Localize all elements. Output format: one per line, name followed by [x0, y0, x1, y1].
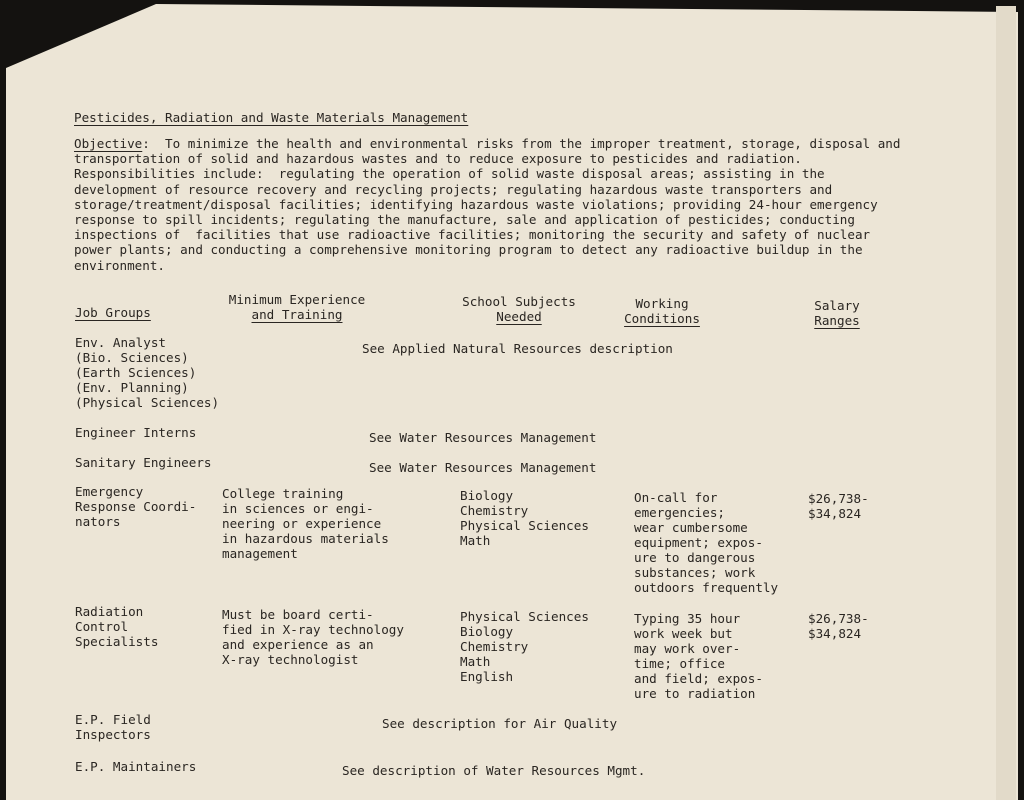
header-school-line1: School Subjects [462, 294, 576, 309]
objective-line-4: storage/treatment/disposal facilities; identifying hazardous waste violations; providing 24-hour emergency [74, 196, 878, 212]
objective-line-5: response to spill incidents; regulating the manufacture, sale and application of pesticides; conducting [74, 212, 855, 228]
header-min-experience [222, 292, 372, 322]
objective-paragraph: Objective: To minimize the health and environmental risks from the improper treatment, storage, disposal and transportation of solid and hazardous wastes and to reduce exposure to pesticides and radiation. Responsibilities include: regulating the operation of solid waste disposal areas; assisting in the development of resource recovery and recycling projects; regulating hazardous waste transporters and storage/treatment/disposal facilities; identifying hazardous waste violations; providing 24-hour emergency response to spill incidents; regulating the manufacture, sale and application of pesticides; conducting inspections of facilities that use radioactive facilities; monitoring the security and safety of nuclear power plants; and conducting a comprehensive monitoring program to detect any radioactive buildup in the environment. [74, 136, 901, 273]
row-radiation-job: Radiation Control Specialists [75, 604, 159, 649]
header-working-line1: Working [635, 296, 689, 311]
row-env-analyst-job: Env. Analyst (Bio. Sciences) (Earth Sciences) (Env. Planning) (Physical Sciences) [75, 335, 220, 410]
paper-edge [996, 6, 1016, 800]
row-ep-field-note: See description for Air Quality [382, 716, 618, 731]
row-emergency-job: Emergency Response Coordi- nators [75, 484, 197, 529]
row-emergency-salary: $26,738- $34,824 [808, 491, 869, 521]
row-sanitary-engineers-note: See Water Resources Management [369, 460, 597, 475]
header-working-line2: Conditions [624, 311, 700, 326]
objective-line-7: power plants; and conducting a comprehensive monitoring program to detect any radioactive buildup in the [74, 242, 863, 258]
row-engineer-interns-note: See Water Resources Management [369, 430, 597, 445]
row-ep-maintainers-note: See description of Water Resources Mgmt. [342, 763, 646, 778]
header-min-exp-line2: and Training [251, 307, 343, 322]
row-env-analyst-note: See Applied Natural Resources description [362, 341, 673, 356]
objective-line-0: To minimize the health and environmental risks from the improper treatment, storage, disposal and [165, 136, 901, 151]
row-emergency-experience: College training in sciences or engi- neering or experience in hazardous materials management [222, 486, 389, 561]
row-sanitary-engineers-job: Sanitary Engineers [75, 455, 212, 470]
header-working-conditions [620, 296, 704, 326]
header-salary-line1: Salary [814, 298, 860, 313]
row-radiation-salary: $26,738- $34,824 [808, 611, 869, 641]
header-salary-line2: Ranges [814, 313, 860, 328]
objective-line-6: inspections of facilities that use radioactive facilities; monitoring the security and safety of nuclear [74, 227, 871, 243]
objective-line-2: Responsibilities include: regulating the operation of solid waste disposal areas; assisting in the [74, 166, 825, 182]
page-title: Pesticides, Radiation and Waste Materials Management [74, 110, 469, 125]
row-ep-maintainers-job: E.P. Maintainers [75, 759, 197, 774]
row-radiation-conditions: Typing 35 hour work week but may work over- time; office and field; expos- ure to radiation [634, 611, 763, 701]
header-job-groups: Job Groups [75, 305, 151, 320]
objective-line-1: transportation of solid and hazardous wastes and to reduce exposure to pesticides and radiation. [74, 151, 802, 167]
header-school-line2: Needed [496, 309, 542, 324]
row-emergency-subjects: Biology Chemistry Physical Sciences Math [460, 488, 589, 548]
header-min-exp-line1: Minimum Experience [228, 292, 366, 307]
row-engineer-interns-job: Engineer Interns [75, 425, 197, 440]
objective-line-3: development of resource recovery and recycling projects; regulating hazardous waste transporters and [74, 181, 833, 197]
header-school-subjects [458, 294, 580, 324]
objective-label: Objective [74, 136, 143, 151]
row-radiation-experience: Must be board certi- fied in X-ray technology and experience as an X-ray technologist [222, 607, 404, 667]
objective-line-8: environment. [74, 257, 165, 273]
row-emergency-conditions: On-call for emergencies; wear cumbersome equipment; expos- ure to dangerous substances; work outdoors frequently [634, 490, 779, 595]
row-radiation-subjects: Physical Sciences Biology Chemistry Math English [460, 609, 589, 684]
header-salary-ranges [804, 298, 870, 328]
row-ep-field-job: E.P. Field Inspectors [75, 712, 151, 742]
